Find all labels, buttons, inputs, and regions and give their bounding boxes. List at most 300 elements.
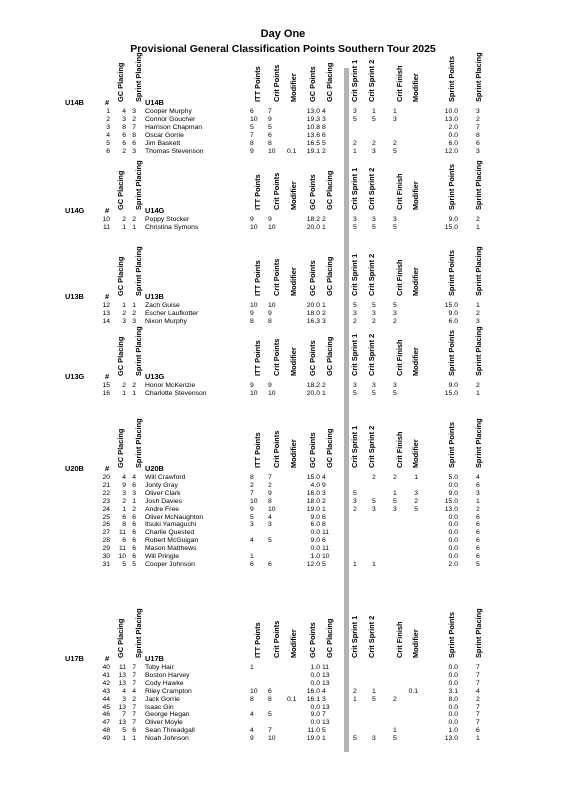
- cell-sp: 4: [132, 474, 136, 481]
- table-row: [0, 553, 566, 561]
- cell-gc: 11: [118, 664, 126, 671]
- cell-gcpl: 2: [322, 216, 326, 223]
- column-header-modifier2: Modifier: [411, 629, 420, 658]
- column-header-gc-placing: GC Placing: [116, 170, 125, 210]
- cell-sp: 1: [132, 223, 136, 231]
- cell-gc: 4: [122, 474, 126, 481]
- cell-name: Oliver McNaughton: [145, 513, 204, 521]
- cell-num: 29: [102, 545, 110, 553]
- cell-sp: 2: [132, 695, 136, 703]
- cell-name: Josh Davies: [145, 497, 183, 505]
- cell-num: 30: [102, 553, 110, 560]
- cell-num: 47: [102, 719, 110, 727]
- column-header-cs2: Crit Sprint 2: [367, 167, 376, 210]
- cell-gc: 3: [122, 317, 126, 325]
- cell-sp: 7: [132, 664, 136, 671]
- cell-name: Will Crawford: [145, 474, 186, 481]
- cell-gcpl: 2: [322, 147, 326, 155]
- cell-sp: 7: [132, 719, 136, 727]
- cell-sppl: 6: [476, 529, 480, 537]
- cell-cs1: 5: [353, 115, 357, 123]
- category-label: U17B: [145, 654, 164, 663]
- table-row: [0, 688, 566, 696]
- cell-sp: 3: [132, 147, 136, 155]
- cell-sppl: 2: [476, 505, 480, 513]
- column-header-num: #: [105, 654, 110, 663]
- cell-crit: 5: [268, 711, 272, 719]
- cell-cf: 1: [393, 489, 397, 497]
- cell-cs2: 5: [372, 302, 376, 309]
- cell-num: 40: [102, 664, 110, 671]
- cell-sppts: 0.0: [448, 545, 458, 553]
- cell-sp: 6: [132, 537, 136, 545]
- cell-gc: 3: [122, 695, 126, 703]
- cell-sppts: 0.0: [448, 664, 458, 671]
- column-header-sprint-points: Sprint Points: [447, 250, 456, 296]
- cell-gc: 3: [122, 489, 126, 497]
- column-header-sprint-placing: Sprint Placing: [134, 160, 143, 210]
- column-header-gc-placing2: GC Placing: [325, 428, 334, 468]
- cell-num: 22: [102, 489, 110, 497]
- column-header-gc-placing2: GC Placing: [325, 256, 334, 296]
- cell-gcpts: 1.0: [310, 664, 320, 671]
- cell-num: 1: [106, 108, 110, 115]
- cell-gcpl: 5: [322, 727, 326, 735]
- table-row: [0, 148, 566, 156]
- cell-sp: 6: [132, 521, 136, 529]
- cell-cs2: 3: [372, 505, 376, 513]
- cell-itt: 10: [250, 389, 258, 397]
- cell-gcpts: 11.0: [307, 727, 320, 735]
- cell-gcpl: 3: [322, 115, 326, 123]
- cell-gcpts: 16.5: [306, 139, 320, 147]
- cell-num: 5: [106, 139, 110, 147]
- cell-name: Oliver Clark: [145, 489, 181, 497]
- table-row: [0, 704, 566, 712]
- column-header-modifier: Modifier: [289, 73, 298, 102]
- cell-cs2: 3: [372, 382, 376, 389]
- group-label: U20B: [65, 464, 84, 473]
- column-header-gc-points: GC Points: [308, 66, 317, 102]
- cell-gcpts: 4.0: [310, 481, 320, 489]
- cell-name: Zach Guise: [145, 302, 180, 309]
- cell-cs2: 2: [372, 474, 376, 481]
- column-header-gc-placing2: GC Placing: [325, 62, 334, 102]
- cell-name: Noah Johnson: [145, 735, 189, 743]
- cell-cf: 5: [393, 302, 397, 309]
- cell-num: 6: [106, 147, 110, 155]
- cell-gcpts: 20.0: [306, 223, 320, 231]
- cell-sppts: 0.0: [448, 131, 458, 139]
- cell-gcpl: 10: [322, 553, 330, 560]
- cell-sp: 7: [132, 679, 136, 687]
- cell-gc: 11: [118, 545, 126, 553]
- cell-name: Cooper Johnson: [145, 560, 195, 568]
- cell-itt: 10: [250, 115, 258, 123]
- cell-gcpl: 4: [322, 687, 326, 695]
- cell-mod: 0.1: [287, 147, 297, 155]
- cell-gcpl: 1: [322, 389, 326, 397]
- cell-num: 20: [102, 474, 110, 481]
- cell-crit: 9: [268, 115, 272, 123]
- cell-gcpl: 13: [322, 671, 330, 679]
- column-header-sprint-placing: Sprint Placing: [134, 52, 143, 102]
- cell-sppts: 0.0: [448, 719, 458, 727]
- column-header-num: #: [105, 98, 110, 107]
- cell-sppl: 2: [476, 382, 480, 389]
- cell-cf: 1: [393, 727, 397, 735]
- column-header-gc-placing: GC Placing: [116, 618, 125, 658]
- cell-cf: 3: [393, 216, 397, 223]
- column-header-gc-points: GC Points: [308, 174, 317, 210]
- group-label: U14B: [65, 98, 84, 107]
- cell-sp: 2: [132, 115, 136, 123]
- cell-itt: 5: [250, 513, 254, 521]
- cell-sp: 6: [132, 553, 136, 560]
- cell-sp: 4: [132, 687, 136, 695]
- column-header-sprint-points: Sprint Points: [447, 56, 456, 102]
- cell-sp: 2: [132, 216, 136, 223]
- cell-gcpl: 11: [322, 545, 330, 553]
- cell-mod2: 0.1: [408, 687, 418, 695]
- cell-sp: 6: [132, 545, 136, 553]
- table-row: [0, 318, 566, 326]
- cell-cf: 5: [393, 389, 397, 397]
- table-row: [0, 498, 566, 506]
- cell-sp: 7: [132, 711, 136, 719]
- cell-sp: 1: [132, 497, 136, 505]
- cell-name: Jack Gorrie: [145, 695, 180, 703]
- cell-gcpl: 7: [322, 711, 326, 719]
- cell-gcpts: 18.2: [306, 382, 320, 389]
- cell-gc: 1: [122, 389, 126, 397]
- cell-sppl: 8: [476, 131, 480, 139]
- cell-itt: 9: [250, 147, 254, 155]
- table-row: [0, 537, 566, 545]
- cell-sppts: 13.0: [444, 735, 458, 743]
- cell-sp: 1: [132, 302, 136, 309]
- column-header-cs1: Crit Sprint 1: [350, 333, 359, 376]
- cell-cs1: 2: [353, 505, 357, 513]
- cell-gc: 2: [122, 497, 126, 505]
- column-header-num: #: [105, 464, 110, 473]
- column-header-cf: Crit Finish: [395, 65, 404, 102]
- cell-cs2: 1: [372, 560, 376, 568]
- cell-num: 44: [102, 695, 110, 703]
- table-row: [0, 672, 566, 680]
- column-header-sprint-placing2: Sprint Placing: [474, 418, 483, 468]
- cell-name: Sean Threadgall: [145, 727, 195, 735]
- cell-sppl: 6: [476, 727, 480, 735]
- cell-sppl: 2: [476, 216, 480, 223]
- cell-gcpts: 18.0: [306, 309, 320, 317]
- table-row: [0, 310, 566, 318]
- cell-gc: 2: [122, 216, 126, 223]
- table-row: [0, 302, 566, 310]
- column-header-gc-points: GC Points: [308, 432, 317, 468]
- page-subtitle: Provisional General Classification Points Southern Tour 2025: [130, 43, 436, 55]
- cell-gc: 8: [122, 521, 126, 529]
- cell-sppts: 0.0: [448, 703, 458, 711]
- cell-gcpl: 6: [322, 537, 326, 545]
- cell-gcpts: 19.3: [306, 115, 320, 123]
- cell-cs2: 5: [372, 389, 376, 397]
- cell-sppts: 13.0: [444, 115, 458, 123]
- cell-cs1: 5: [353, 489, 357, 497]
- cell-crit: 10: [268, 302, 276, 309]
- column-header-crit: Crit Points: [272, 620, 281, 658]
- cell-crit: 10: [268, 505, 276, 513]
- column-header-num: #: [105, 292, 110, 301]
- cell-sppts: 9.0: [448, 309, 458, 317]
- cell-crit: 2: [268, 481, 272, 489]
- column-header-cs2: Crit Sprint 2: [367, 253, 376, 296]
- cell-name: George Hegan: [145, 711, 190, 719]
- cell-sppts: 15.0: [444, 497, 458, 505]
- cell-sppl: 7: [476, 679, 480, 687]
- cell-num: 43: [102, 687, 110, 695]
- cell-cf: 5: [393, 223, 397, 231]
- column-header-itt: ITT Points: [253, 174, 262, 210]
- cell-num: 26: [102, 521, 110, 529]
- cell-sppts: 10.0: [444, 108, 458, 115]
- cell-gc: 3: [122, 115, 126, 123]
- column-header-modifier2: Modifier: [411, 347, 420, 376]
- cell-cs1: 5: [353, 223, 357, 231]
- cell-gcpl: 1: [322, 505, 326, 513]
- column-divider: [344, 68, 349, 752]
- cell-mod2: 2: [414, 497, 418, 505]
- cell-gc: 2: [122, 382, 126, 389]
- cell-sppts: 0.0: [448, 537, 458, 545]
- cell-gc: 8: [122, 123, 126, 131]
- cell-gcpts: 9.0: [310, 711, 320, 719]
- column-header-crit: Crit Points: [272, 64, 281, 102]
- cell-sppts: 15.0: [444, 302, 458, 309]
- column-header-sprint-points: Sprint Points: [447, 422, 456, 468]
- cell-sppl: 7: [476, 719, 480, 727]
- cell-cs2: 5: [372, 115, 376, 123]
- column-header-gc-placing: GC Placing: [116, 256, 125, 296]
- cell-mod2: 1: [414, 474, 418, 481]
- cell-gc: 6: [122, 513, 126, 521]
- cell-name: Toby Hair: [145, 664, 174, 671]
- cell-num: 11: [102, 223, 110, 231]
- cell-gcpts: 16.1: [306, 695, 320, 703]
- cell-cs1: 3: [353, 497, 357, 505]
- cell-sppts: 0.0: [448, 671, 458, 679]
- table-row: [0, 140, 566, 148]
- cell-gcpts: 13.6: [306, 131, 320, 139]
- cell-gcpts: 16.0: [306, 687, 320, 695]
- cell-name: Itsuki Yamaguchi: [145, 521, 197, 529]
- table-row: [0, 521, 566, 529]
- cell-gc: 13: [118, 671, 126, 679]
- cell-itt: 9: [250, 382, 254, 389]
- cell-gcpts: 18.0: [306, 497, 320, 505]
- cell-itt: 2: [250, 481, 254, 489]
- column-header-modifier: Modifier: [289, 181, 298, 210]
- cell-sppl: 2: [476, 695, 480, 703]
- cell-cf: 3: [393, 309, 397, 317]
- cell-gcpts: 19.0: [306, 735, 320, 743]
- cell-sppl: 7: [476, 703, 480, 711]
- cell-gcpl: 2: [322, 497, 326, 505]
- cell-cs2: 5: [372, 497, 376, 505]
- cell-itt: 9: [250, 505, 254, 513]
- table-row: [0, 529, 566, 537]
- cell-crit: 7: [268, 108, 272, 115]
- cell-gcpl: 6: [322, 513, 326, 521]
- cell-cs2: 1: [372, 108, 376, 115]
- column-header-crit: Crit Points: [272, 338, 281, 376]
- cell-name: Jim Baskett: [145, 139, 181, 147]
- cell-crit: 10: [268, 735, 276, 743]
- cell-sppl: 3: [476, 317, 480, 325]
- cell-cs1: 5: [353, 389, 357, 397]
- column-header-gc-points: GC Points: [308, 340, 317, 376]
- cell-crit: 9: [268, 216, 272, 223]
- cell-sppts: 9.0: [448, 216, 458, 223]
- cell-itt: 1: [250, 664, 254, 671]
- cell-gcpts: 20.0: [306, 389, 320, 397]
- column-header-modifier: Modifier: [289, 347, 298, 376]
- cell-crit: 9: [268, 309, 272, 317]
- table-row: [0, 711, 566, 719]
- cell-mod2: 5: [414, 505, 418, 513]
- column-header-itt: ITT Points: [253, 432, 262, 468]
- cell-num: 46: [102, 711, 110, 719]
- cell-sppl: 3: [476, 489, 480, 497]
- cell-cs1: 3: [353, 216, 357, 223]
- cell-sppts: 12.0: [444, 147, 458, 155]
- cell-itt: 10: [250, 302, 258, 309]
- column-header-cs2: Crit Sprint 2: [367, 425, 376, 468]
- table-row: [0, 719, 566, 727]
- cell-gcpl: 4: [322, 474, 326, 481]
- cell-cs1: 5: [353, 735, 357, 743]
- cell-num: 25: [102, 513, 110, 521]
- column-header-sprint-points: Sprint Points: [447, 330, 456, 376]
- column-header-sprint-placing: Sprint Placing: [134, 608, 143, 658]
- column-header-gc-points: GC Points: [308, 622, 317, 658]
- cell-sppl: 4: [476, 687, 480, 695]
- cell-crit: 8: [268, 695, 272, 703]
- cell-itt: 6: [250, 108, 254, 115]
- cell-gcpl: 1: [322, 223, 326, 231]
- cell-num: 23: [102, 497, 110, 505]
- table-row: [0, 224, 566, 232]
- cell-gcpts: 20.0: [306, 302, 320, 309]
- cell-sppts: 3.1: [448, 687, 458, 695]
- cell-gc: 11: [118, 529, 126, 537]
- cell-sppl: 6: [476, 553, 480, 560]
- table-row: [0, 108, 566, 116]
- table-row: [0, 514, 566, 522]
- column-header-modifier2: Modifier: [411, 267, 420, 296]
- table-row: [0, 545, 566, 553]
- group-label: U17B: [65, 654, 84, 663]
- cell-name: Charlie Quested: [145, 529, 195, 537]
- table-row: [0, 382, 566, 390]
- cell-cf: 1: [393, 108, 397, 115]
- cell-gcpts: 16.3: [306, 317, 320, 325]
- cell-cs1: 1: [353, 695, 357, 703]
- column-header-itt: ITT Points: [253, 66, 262, 102]
- cell-itt: 8: [250, 474, 254, 481]
- cell-sp: 7: [132, 703, 136, 711]
- cell-cf: 2: [393, 317, 397, 325]
- column-header-sprint-placing2: Sprint Placing: [474, 326, 483, 376]
- cell-sp: 1: [132, 389, 136, 397]
- cell-gc: 6: [122, 537, 126, 545]
- cell-cf: 2: [393, 695, 397, 703]
- column-header-num: #: [105, 206, 110, 215]
- column-header-cs1: Crit Sprint 1: [350, 425, 359, 468]
- cell-gcpl: 11: [322, 529, 330, 537]
- cell-gcpts: 18.2: [306, 216, 320, 223]
- cell-name: Cooper Murphy: [145, 108, 192, 115]
- column-header-gc-placing: GC Placing: [116, 428, 125, 468]
- column-header-modifier: Modifier: [289, 439, 298, 468]
- cell-itt: 10: [250, 687, 258, 695]
- cell-itt: 8: [250, 695, 254, 703]
- cell-sp: 2: [132, 382, 136, 389]
- cell-num: 14: [102, 317, 110, 325]
- cell-sppl: 6: [476, 481, 480, 489]
- cell-sp: 6: [132, 139, 136, 147]
- cell-itt: 8: [250, 139, 254, 147]
- cell-num: 42: [102, 679, 110, 687]
- column-header-sprint-placing2: Sprint Placing: [474, 52, 483, 102]
- cell-gcpl: 11: [322, 664, 330, 671]
- cell-cs2: 3: [372, 735, 376, 743]
- cell-gc: 2: [122, 147, 126, 155]
- cell-sppts: 0.0: [448, 679, 458, 687]
- cell-name: Oliver Moyle: [145, 719, 183, 727]
- cell-crit: 9: [268, 489, 272, 497]
- cell-sppl: 2: [476, 115, 480, 123]
- cell-num: 27: [102, 529, 110, 537]
- group-label: U13G: [65, 372, 85, 381]
- cell-cs2: 5: [372, 223, 376, 231]
- cell-sppl: 6: [476, 513, 480, 521]
- cell-sppl: 6: [476, 545, 480, 553]
- cell-sppl: 7: [476, 664, 480, 671]
- column-header-modifier: Modifier: [289, 629, 298, 658]
- cell-sp: 7: [132, 123, 136, 131]
- cell-num: 3: [106, 123, 110, 131]
- cell-name: Nixon Murphy: [145, 317, 187, 325]
- cell-sppl: 7: [476, 711, 480, 719]
- cell-mod2: 3: [414, 489, 418, 497]
- column-header-cf: Crit Finish: [395, 621, 404, 658]
- cell-sppl: 5: [476, 560, 480, 568]
- column-header-crit: Crit Points: [272, 172, 281, 210]
- cell-gcpts: 12.0: [306, 560, 320, 568]
- table-row: [0, 735, 566, 743]
- cell-gcpl: 6: [322, 131, 326, 139]
- cell-sp: 2: [132, 505, 136, 513]
- group-label: U13B: [65, 292, 84, 301]
- cell-num: 24: [102, 505, 110, 513]
- cell-sppts: 0.0: [448, 513, 458, 521]
- column-header-cf: Crit Finish: [395, 431, 404, 468]
- cell-cs1: 1: [353, 147, 357, 155]
- cell-itt: 9: [250, 309, 254, 317]
- cell-gcpts: 13.0: [306, 108, 320, 115]
- column-header-modifier: Modifier: [289, 267, 298, 296]
